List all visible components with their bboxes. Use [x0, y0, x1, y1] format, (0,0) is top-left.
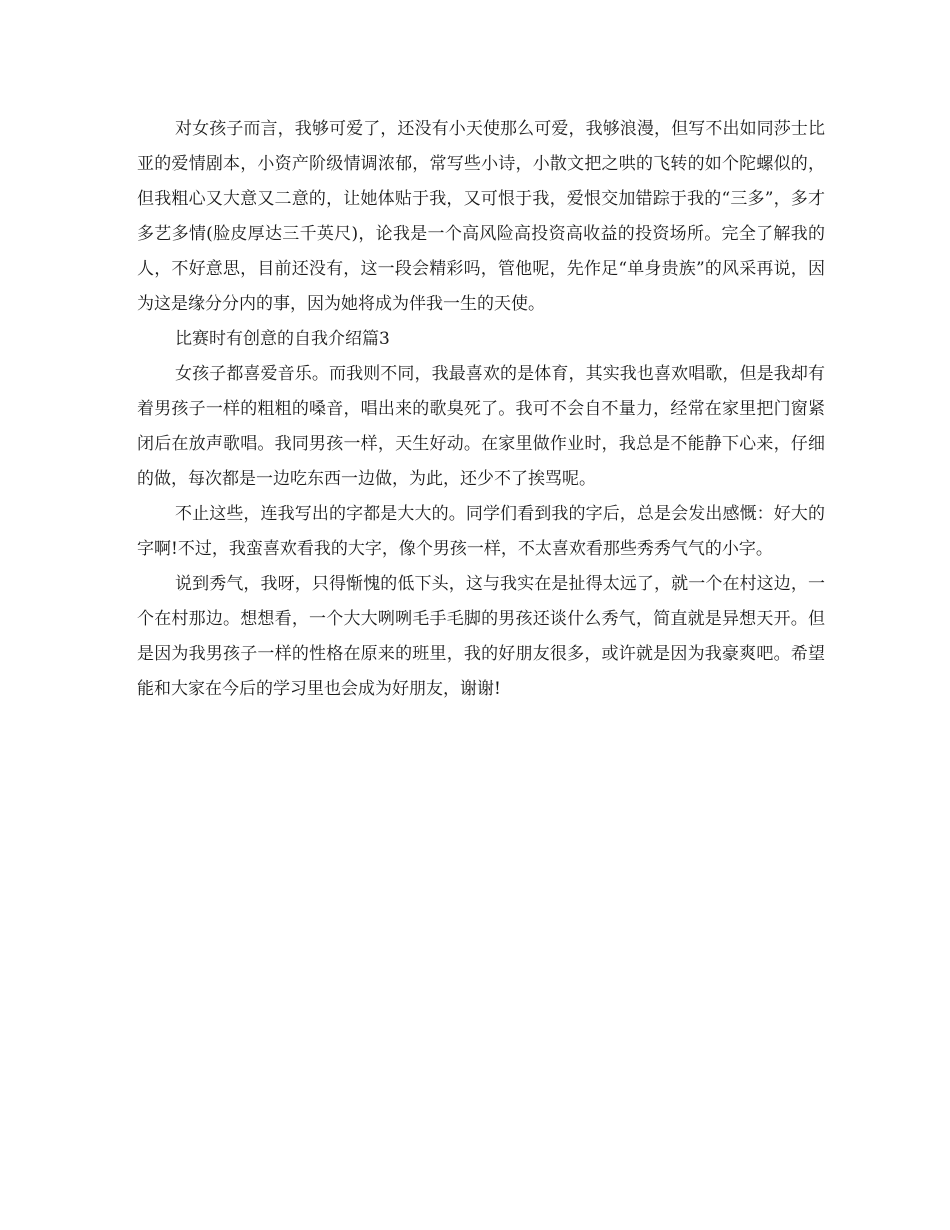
paragraph-personality: 说到秀气，我呀，只得惭愧的低下头，这与我实在是扯得太远了，就一个在村这边，一个在村那边。想想看，一个大大咧咧毛手毛脚的男孩还谈什么秀气，简直就是异想天开。但是因为我男孩子一样的性格在原来的班里，我的好朋友很多，或许就是因为我豪爽吧。希望能和大家在今后的学习里也会成为好朋友，谢谢!: [137, 574, 825, 699]
paragraph-handwriting: 不止这些，连我写出的字都是大大的。同学们看到我的字后，总是会发出感慨：好大的字啊!不过，我蛮喜欢看我的大字，像个男孩一样，不太喜欢看那些秀秀气气的小字。: [137, 504, 825, 559]
paragraph-music: 女孩子都喜爱音乐。而我则不同，我最喜欢的是体育，其实我也喜欢唱歌，但是我却有着男孩子一样的粗粗的嗓音，唱出来的歌臭死了。我可不会自不量力，经常在家里把门窗紧闭后在放声歌唱。我同男孩一样，天生好动。在家里做作业时，我总是不能静下心来，仔细的做，每次都是一边吃东西一边做，为此，还少不了挨骂呢。: [137, 364, 825, 489]
paragraph-intro: 对女孩子而言，我够可爱了，还没有小天使那么可爱，我够浪漫，但写不出如同莎士比亚的爱情剧本，小资产阶级情调浓郁，常写些小诗，小散文把之哄的飞转的如个陀螺似的，但我粗心又大意又二意的，让她体贴于我，又可恨于我，爱恨交加错踪于我的“三多”，多才多艺多情(脸皮厚达三千英尺)，论我是一个高风险高投资高收益的投资场所。完全了解我的人，不好意思，目前还没有，这一段会精彩吗，管他呢，先作足“单身贵族”的风采再说，因为这是缘分分内的事，因为她将成为伴我一生的天使。: [137, 119, 825, 314]
section-title: 比赛时有创意的自我介绍篇3: [175, 329, 390, 349]
document-page: [137, 112, 825, 707]
